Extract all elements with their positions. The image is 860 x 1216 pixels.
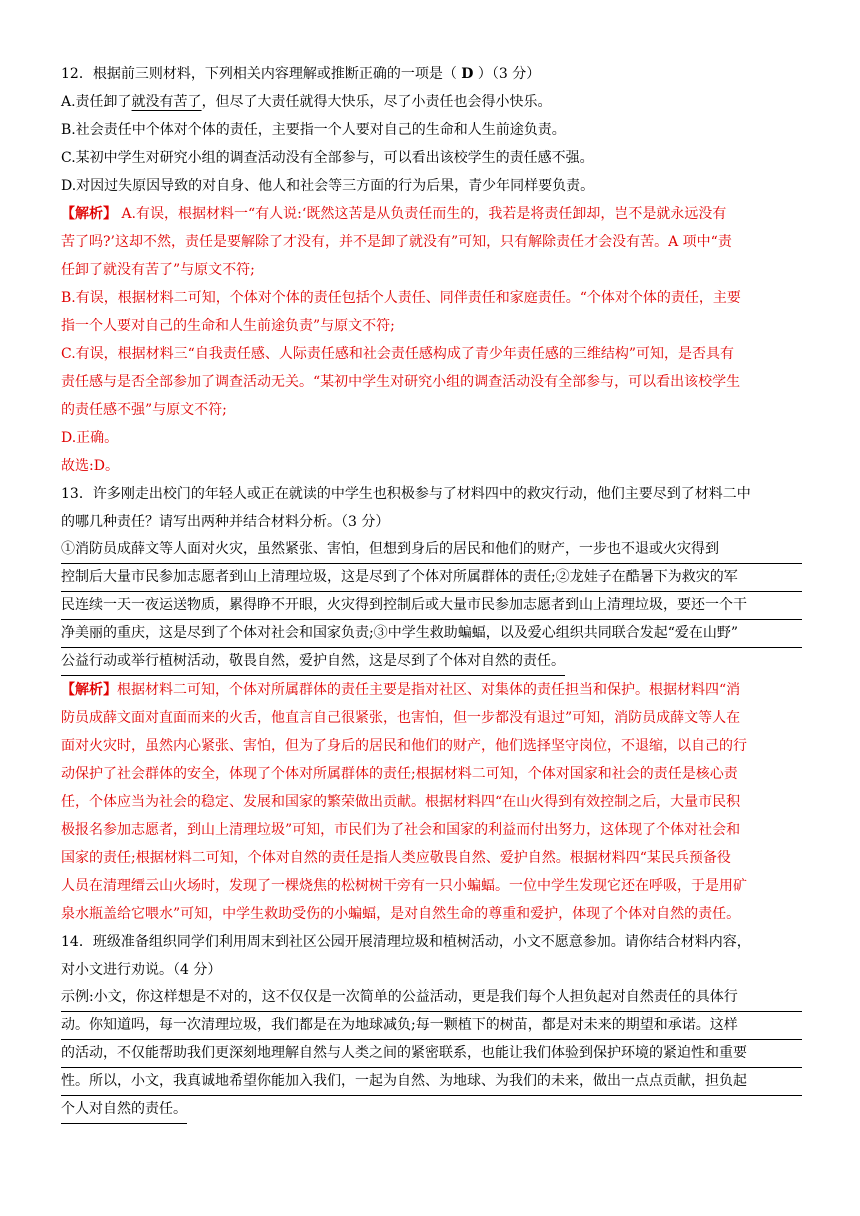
q14-answer-line: 示例:小文，你这样想是不对的，这不仅仅是一次简单的公益活动，更是我们每个人担负起对自然责任的具体行 xyxy=(61,984,802,1012)
q12-analysis-line: 的责任感不强”与原文不符; xyxy=(61,402,227,418)
q13-analysis-line: 极报名参加志愿者，到山上清理垃圾”可知，市民们为了社会和国家的利益而付出努力，这体现了个体对社会和 xyxy=(61,822,741,838)
q12-analysis-line: D.正确。 xyxy=(61,430,119,446)
q14-answer-line: 的活动，不仅能帮助我们更深刻地理解自然与人类之间的紧密联系，也能让我们体验到保护环境的紧迫性和重要 xyxy=(61,1040,802,1068)
q12-answer: D xyxy=(461,66,474,82)
q13-answer xyxy=(61,536,802,676)
q12-analysis-line: 苦了吗?’这却不然，责任是要解除了才没有，并不是卸了就没有”可知，只有解除责任才会没有苦。A 项中“责 xyxy=(61,234,732,250)
analysis-tag: 【解析】 xyxy=(61,206,117,222)
q12-analysis xyxy=(61,200,802,480)
q12-stem-text: 12．根据前三则材料，下列相关内容理解或推断正确的一项是（ xyxy=(61,66,457,82)
q12-option-b: B.社会责任中个体对个体的责任，主要指一个人要对自己的生命和人生前途负责。 xyxy=(61,122,566,138)
q13-stem-line: 的哪几种责任？请写出两种并结合材料分析。（3 分） xyxy=(61,514,390,530)
q12-analysis-line: 责任感与是否全部参加了调查活动无关。“某初中学生对研究小组的调查活动没有全部参与，可以看出该校学生 xyxy=(61,374,741,390)
q12-analysis-line: 故选:D。 xyxy=(61,458,119,474)
q13-analysis-text: 根据材料二可知，个体对所属群体的责任主要是指对社区、对集体的责任担当和保护。根据材料四“消 xyxy=(117,682,741,698)
q14-stem-line: 14．班级准备组织同学们利用周末到社区公园开展清理垃圾和植树活动，小文不愿意参加。请你结合材料内容， xyxy=(61,934,751,950)
q14-answer xyxy=(61,984,802,1124)
q12-stem xyxy=(61,60,802,88)
q13-analysis-line: 动保护了社会群体的安全，体现了个体对所属群体的责任;根据材料二可知，个体对国家和社会的责任是核心责 xyxy=(61,766,738,782)
q13-analysis-line: 防员成薛文面对直面而来的火舌，他直言自己很紧张，也害怕，但一步都没有退过”可知，消防员成薛文等人在 xyxy=(61,710,741,726)
q13-answer-line: 公益行动或举行植树活动，敬畏自然，爱护自然，这是尽到了个体对自然的责任。 xyxy=(61,648,565,676)
q12-option-a-underlined: 就没有苦了 xyxy=(131,94,202,110)
q13-analysis-line xyxy=(61,676,802,704)
q13-analysis-line: 面对火灾时，虽然内心紧张、害怕，但为了身后的居民和他们的财产，他们选择坚守岗位，不退缩，以自己的行 xyxy=(61,738,747,754)
q12-analysis-text: A.有误，根据材料一“有人说:‘既然这苦是从负责任而生的，我若是将责任卸却，岂不是就永远没有 xyxy=(117,206,727,222)
q12-option-a-text: A.责任卸了 xyxy=(61,94,132,110)
q14-answer-line: 性。所以，小文，我真诚地希望你能加入我们，一起为自然、为地球、为我们的未来，做出一点点贡献，担负起 xyxy=(61,1068,802,1096)
q13-stem-line: 13．许多刚走出校门的年轻人或正在就读的中学生也积极参与了材料四中的救灾行动，他们主要尽到了材料二中 xyxy=(61,486,751,502)
q12-stem-score: ）（3 分） xyxy=(477,66,541,82)
q13-analysis-line: 人员在清理缙云山火场时，发现了一棵烧焦的松树树干旁有一只小蝙蝠。一位中学生发现它还在呼吸，于是用矿 xyxy=(61,878,747,894)
q13-analysis-line: 泉水瓶盖给它喂水”可知，中学生救助受伤的小蝙蝠，是对自然生命的尊重和爱护，体现了个体对自然的责任。 xyxy=(61,906,741,922)
q13-answer-line: 净美丽的重庆，这是尽到了个体对社会和国家负责;③中学生救助蝙蝠，以及爱心组织共同联合发起“爱在山野” xyxy=(61,620,802,648)
q13-answer-line: 控制后大量市民参加志愿者到山上清理垃圾，这是尽到了个体对所属群体的责任;②龙娃子在酷暑下为救灾的军 xyxy=(61,564,802,592)
analysis-tag: 【解析】 xyxy=(61,682,117,698)
q12-analysis-line: 任卸了就没有苦了”与原文不符; xyxy=(61,262,255,278)
q14-answer-line: 动。你知道吗，每一次清理垃圾，我们都是在为地球减负;每一颗植下的树苗，都是对未来的期望和承诺。这样 xyxy=(61,1012,802,1040)
q12-option-a-rest: ，但尽了大责任就得大快乐，尽了小责任也会得小快乐。 xyxy=(201,94,552,110)
q13-answer-line: 民连续一天一夜运送物质，累得睁不开眼，火灾得到控制后或大量市民参加志愿者到山上清理垃圾，要还一个干 xyxy=(61,592,802,620)
q12-analysis-line: B.有误，根据材料二可知，个体对个体的责任包括个人责任、同伴责任和家庭责任。“个体对个体的责任，主要 xyxy=(61,290,741,306)
q12-analysis-line xyxy=(61,200,802,228)
q12-analysis-line: C.有误，根据材料三“自我责任感、人际责任感和社会责任感构成了青少年责任感的三维结构”可知，是否具有 xyxy=(61,346,734,362)
q12-option-a xyxy=(61,88,802,116)
q12-option-c: C.某初中学生对研究小组的调查活动没有全部参与，可以看出该校学生的责任感不强。 xyxy=(61,150,594,166)
q13-analysis-line: 任，个体应当为社会的稳定、发展和国家的繁荣做出贡献。根据材料四“在山火得到有效控制之后，大量市民积 xyxy=(61,794,741,810)
q13-answer-line: ①消防员成薛文等人面对火灾，虽然紧张、害怕，但想到身后的居民和他们的财产，一步也不退或火灾得到 xyxy=(61,536,802,564)
q13-analysis-line: 国家的责任;根据材料二可知，个体对自然的责任是指人类应敬畏自然、爱护自然。根据材料四“某民兵预备役 xyxy=(61,850,731,866)
q14-answer-line: 个人对自然的责任。 xyxy=(61,1096,187,1124)
q13-analysis xyxy=(61,676,802,928)
q14-stem-line: 对小文进行劝说。（4 分） xyxy=(61,962,222,978)
q12-option-d: D.对因过失原因导致的对自身、他人和社会等三方面的行为后果，青少年同样要负责。 xyxy=(61,178,595,194)
q12-analysis-line: 指一个人要对自己的生命和人生前途负责”与原文不符; xyxy=(61,318,395,334)
